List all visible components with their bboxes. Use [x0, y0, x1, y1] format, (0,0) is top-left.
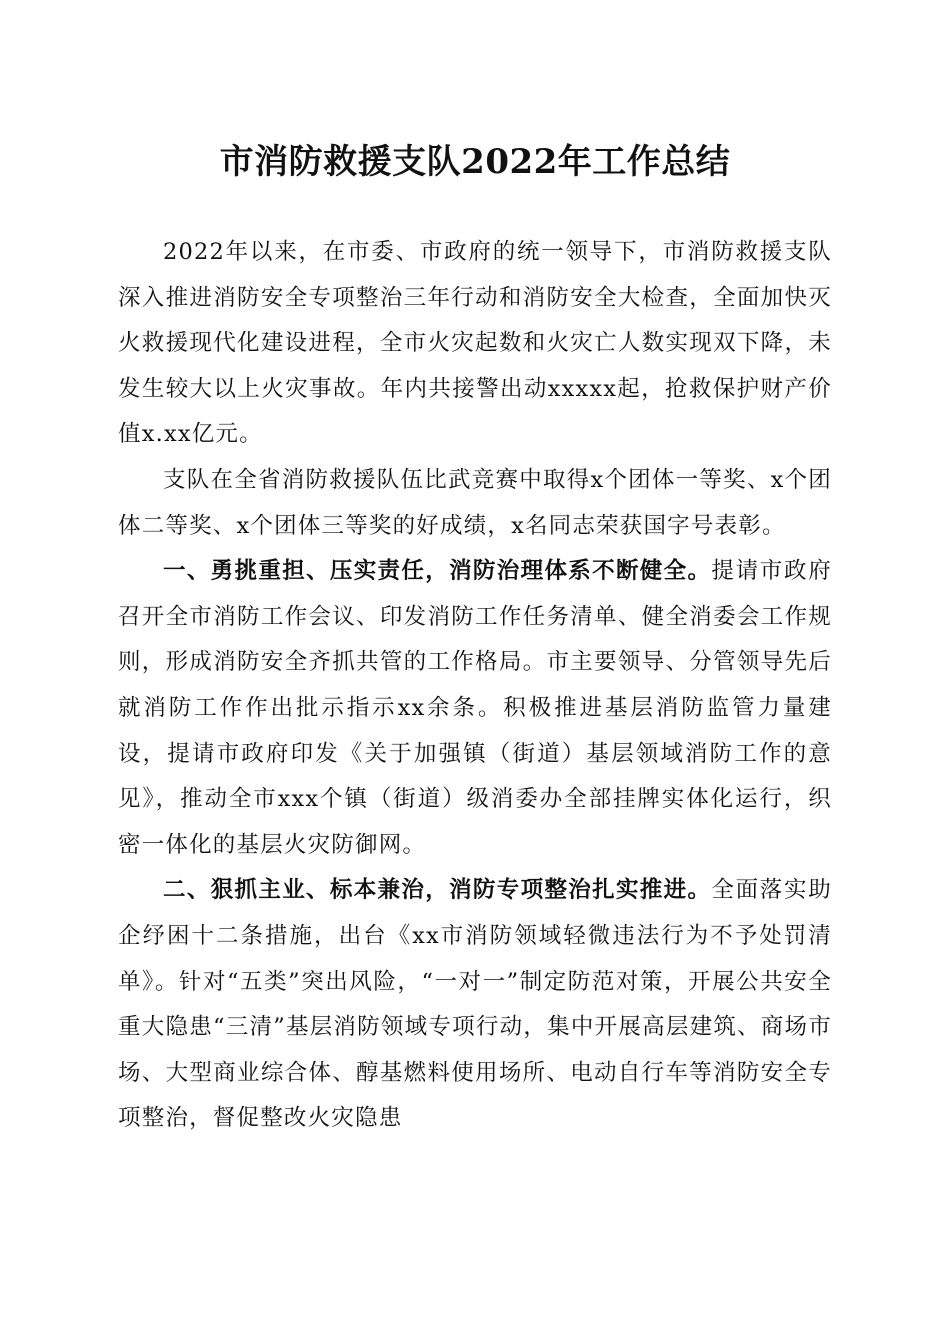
paragraph-section-1 — [118, 549, 832, 868]
document-title: 市消防救援支队2022年工作总结 — [219, 142, 731, 182]
paragraph-text: 提请市政府召开全市消防工作会议、印发消防工作任务清单、健全消委会工作规则，形成消防安全齐抓共管的工作格局。市主要领导、分管领导先后就消防工作作出批示指示xx余条。积极推进基层消防监管力量建设，提请市政府印发《关于加强镇（街道）基层领域消防工作的意见》，推动全市xxx个镇（街道）级消委办全部挂牌实体化运行，织密一体化的基层火灾防御网。 — [118, 558, 832, 858]
paragraph-text: 全面落实助企纾困十二条措施，出台《xx市消防领域轻微违法行为不予处罚清单》。针对“五类”突出风险，“一对一”制定防范对策，开展公共安全重大隐患“三清”基层消防领域专项行动，集中开展高层建筑、商场市场、大型商业综合体、醇基燃料使用场所、电动自行车等消防安全专项整治，督促整改火灾隐患 — [118, 877, 832, 1132]
paragraph-intro — [118, 230, 832, 458]
section-heading-2: 二、狠抓主业、标本兼治，消防专项整治扎实推进。 — [163, 877, 712, 904]
paragraph-section-2 — [118, 868, 832, 1142]
section-heading-1: 一、勇挑重担、压实责任，消防治理体系不断健全。 — [163, 558, 712, 585]
paragraph-text: 支队在全省消防救援队伍比武竞赛中取得x个团体一等奖、x个团体二等奖、x个团体三等奖的好成绩，x名同志荣获国字号表彰。 — [118, 466, 832, 539]
paragraph-text: 2022年以来，在市委、市政府的统一领导下，市消防救援支队深入推进消防安全专项整治三年行动和消防安全大检查，全面加快灭火救援现代化建设进程，全市火灾起数和火灾亡人数实现双下降，未发生较大以上火灾事故。年内共接警出动xxxxx起，抢救保护财产价值x.xx亿元。 — [118, 239, 832, 448]
document-body — [118, 230, 832, 1142]
paragraph-awards — [118, 458, 832, 549]
